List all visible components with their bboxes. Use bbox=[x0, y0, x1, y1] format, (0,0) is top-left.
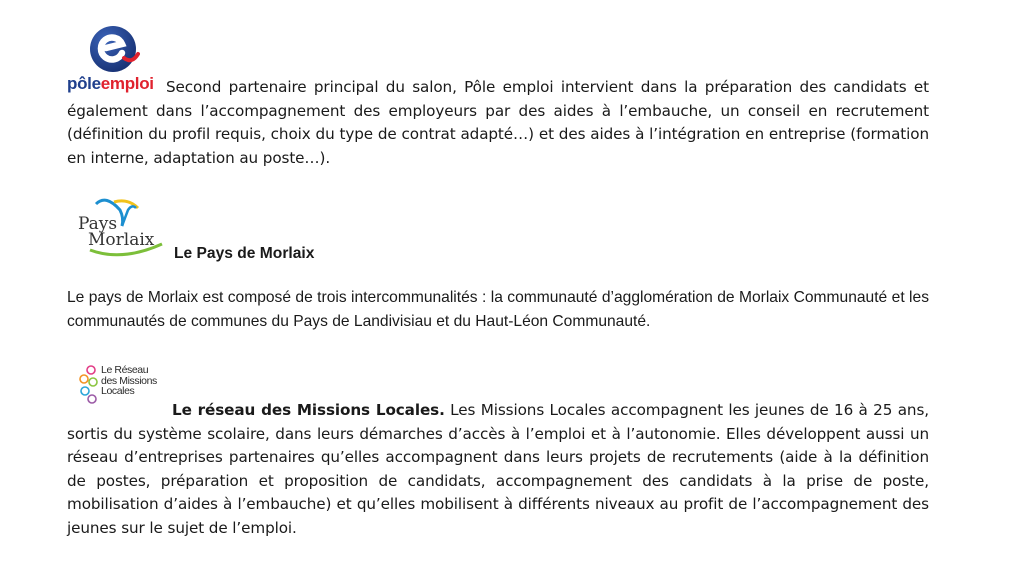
pole-emploi-globe-icon bbox=[88, 24, 140, 74]
missions-locales-heading: Le réseau des Missions Locales. bbox=[172, 401, 445, 419]
pays-morlaix-logo-line1: Pays bbox=[78, 214, 118, 234]
pole-emploi-wordmark-part2: emploi bbox=[100, 74, 154, 93]
missions-locales-logo-text bbox=[101, 365, 157, 397]
pole-emploi-paragraph: Second partenaire principal du salon, Pôle emploi intervient dans la préparation des candidats et également dans l’accompagnement des employeurs par des aides à l’embauche, un conseil en recrutement (définition du profil requis, choix du type de contrat adapté…) et des aides à l’intégration en entreprise (formation en interne, adaptation au poste…). bbox=[67, 78, 929, 167]
pays-morlaix-paragraph: Le pays de Morlaix est composé de trois intercommunalités : la communauté d’agglomération de Morlaix Communauté et les communautés de communes du Pays de Landivisiau et du Haut-Léon Communauté. bbox=[67, 289, 929, 330]
missions-locales-logo-line: Le Réseau bbox=[101, 364, 149, 376]
missions-locales-logo-line: Locales bbox=[101, 385, 135, 397]
missions-locales-logo-line: des Missions bbox=[101, 374, 157, 387]
pole-emploi-wordmark-part1: pôle bbox=[67, 74, 101, 93]
pays-morlaix-logo-line2: Morlaix bbox=[88, 230, 155, 250]
missions-locales-body: Les Missions Locales accompagnent les jeunes de 16 à 25 ans, sortis du système scolaire, dans leurs démarches d’accès à l’emploi et à l’autonomie. Elles développent aussi un réseau d’entreprises partenaires qu’elles accompagnent dans leurs projets de recrutements (aide à la définition de postes, préparation et proposition de candidats, accompagnement des candidats à la prise de poste, mobilisation d’aides à l’embauche) et qu’elles mobilisent à différents niveaux au profit de l’accompagnement des jeunes sur le sujet de l’emploi. bbox=[67, 401, 929, 537]
missions-locales-paragraph bbox=[67, 399, 929, 540]
pays-morlaix-heading: Le Pays de Morlaix bbox=[174, 245, 315, 262]
